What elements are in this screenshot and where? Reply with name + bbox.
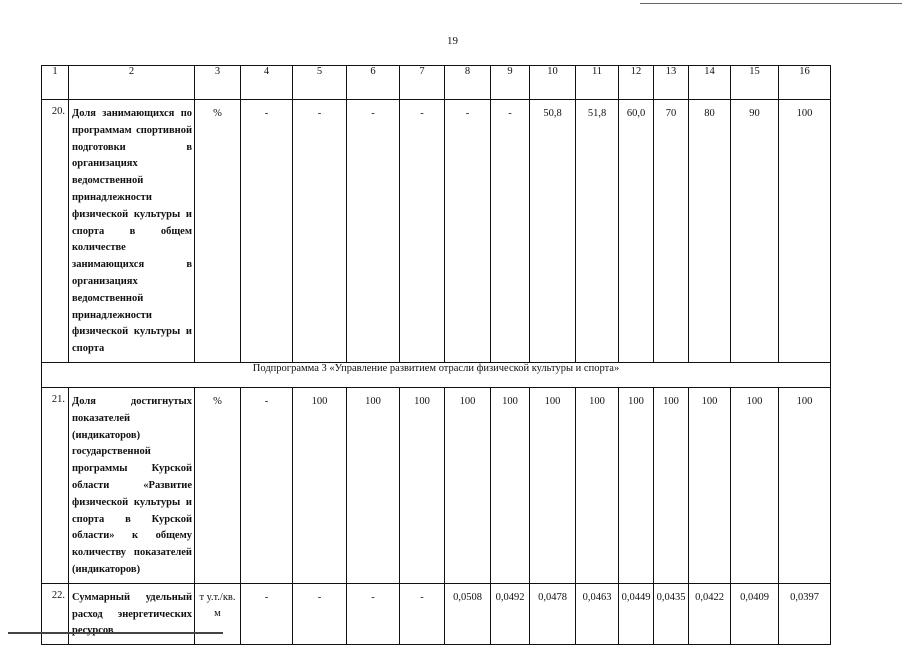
header-cell: 14 [689, 66, 731, 100]
value-cell: - [241, 387, 293, 583]
unit-cell: т у.т./кв. м [195, 583, 241, 644]
value-cell: 0,0397 [779, 583, 831, 644]
header-cell: 4 [241, 66, 293, 100]
value-cell: - [347, 100, 400, 363]
value-cell: 100 [347, 387, 400, 583]
header-cell: 12 [619, 66, 654, 100]
value-cell: 100 [445, 387, 491, 583]
subprogram-title: Подпрограмма 3 «Управление развитием отрасли физической культуры и спорта» [42, 362, 831, 387]
value-cell: 100 [689, 387, 731, 583]
header-cell: 1 [42, 66, 69, 100]
table-row [42, 387, 831, 583]
indicator-name: Суммарный удельный расход энергетических ресурсов [69, 583, 195, 644]
value-cell: 0,0492 [491, 583, 530, 644]
header-cell: 3 [195, 66, 241, 100]
header-cell: 11 [576, 66, 619, 100]
value-cell: 0,0422 [689, 583, 731, 644]
value-cell: - [347, 583, 400, 644]
header-cell: 9 [491, 66, 530, 100]
value-cell: 0,0508 [445, 583, 491, 644]
header-cell: 2 [69, 66, 195, 100]
value-cell: 100 [731, 387, 779, 583]
indicator-name: Доля достигнутых показателей (индикаторов) государственной программы Курской области «Развитие физической культуры и спорта в Курской области» к общему количеству показателей (индикаторов) [69, 387, 195, 583]
header-row [42, 66, 831, 100]
value-cell: 51,8 [576, 100, 619, 363]
table-row [42, 100, 831, 363]
row-number: 21. [42, 387, 69, 583]
value-cell: 100 [654, 387, 689, 583]
value-cell: 100 [491, 387, 530, 583]
value-cell: - [241, 100, 293, 363]
indicators-table [41, 65, 831, 645]
value-cell: 100 [779, 100, 831, 363]
header-cell: 5 [293, 66, 347, 100]
value-cell: 100 [400, 387, 445, 583]
value-cell: 50,8 [530, 100, 576, 363]
value-cell: - [293, 100, 347, 363]
value-cell: - [400, 583, 445, 644]
header-cell: 15 [731, 66, 779, 100]
header-cell: 7 [400, 66, 445, 100]
value-cell: 0,0409 [731, 583, 779, 644]
value-cell: 100 [293, 387, 347, 583]
value-cell: 0,0449 [619, 583, 654, 644]
header-cell: 8 [445, 66, 491, 100]
table-row [42, 583, 831, 644]
value-cell: 90 [731, 100, 779, 363]
indicator-name: Доля занимающихся по программам спортивной подготовки в организациях ведомственной принадлежности физической культуры и спорта в общем количестве занимающихся в организациях ведомственной принадлежности физической культуры и спорта [69, 100, 195, 363]
page-number: 19 [447, 35, 458, 47]
row-number: 22. [42, 583, 69, 644]
value-cell: 70 [654, 100, 689, 363]
header-cell: 10 [530, 66, 576, 100]
value-cell: 100 [530, 387, 576, 583]
value-cell: - [400, 100, 445, 363]
value-cell: - [445, 100, 491, 363]
value-cell: - [491, 100, 530, 363]
top-rule [640, 3, 902, 4]
value-cell: 100 [779, 387, 831, 583]
unit-cell: % [195, 100, 241, 363]
row-number: 20. [42, 100, 69, 363]
header-cell: 16 [779, 66, 831, 100]
value-cell: 60,0 [619, 100, 654, 363]
value-cell: 0,0435 [654, 583, 689, 644]
value-cell: 80 [689, 100, 731, 363]
value-cell: 100 [619, 387, 654, 583]
value-cell: - [293, 583, 347, 644]
value-cell: 0,0463 [576, 583, 619, 644]
value-cell: 100 [576, 387, 619, 583]
header-cell: 6 [347, 66, 400, 100]
unit-cell: % [195, 387, 241, 583]
subprogram-row [42, 362, 831, 387]
value-cell: - [241, 583, 293, 644]
value-cell: 0,0478 [530, 583, 576, 644]
header-cell: 13 [654, 66, 689, 100]
bottom-rule [8, 632, 223, 634]
